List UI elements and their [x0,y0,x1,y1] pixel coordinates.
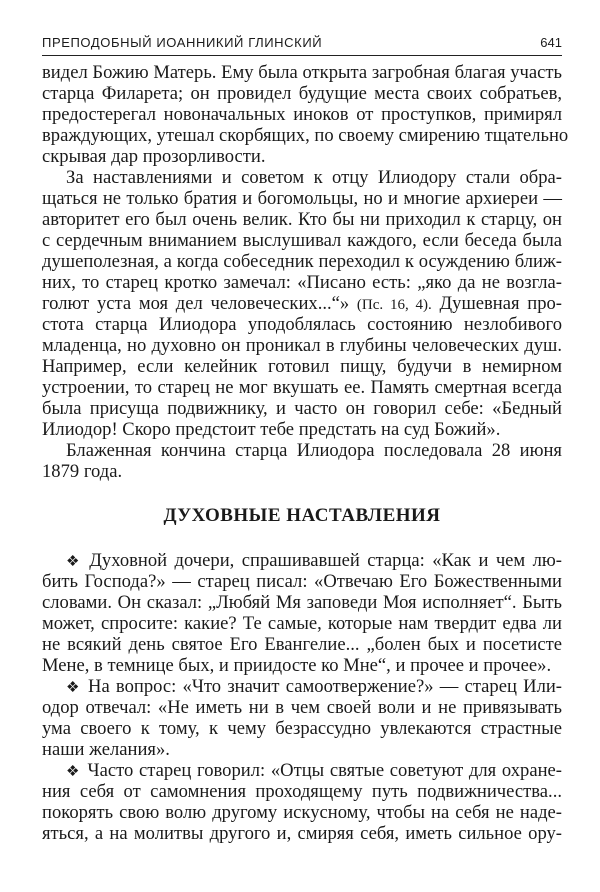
text-fragment: голют уста моя дел человеческих...“» [42,293,350,314]
line-text: может, спросите: какие? Те самые, которые нам твердит едва ли [42,613,562,634]
bulleted-item-line [42,760,562,781]
page-number: 641 [540,35,562,50]
line-text: с сердечным вниманием выслушивал каждого, если беседа была [42,230,562,251]
text-line [42,419,562,440]
text-line [42,377,562,398]
text-line [42,83,562,104]
line-text: Например, если келейник готовил пищу, будучи в немирном [42,356,562,377]
text-line [42,167,562,188]
text-line [42,739,562,760]
line-text: Духовной дочери, спрашивавшей старца: «Как и чем лю- [89,550,563,571]
text-line [42,314,562,335]
text-line [42,781,562,802]
text-line [42,802,562,823]
line-text: Блаженная кончина старца Илиодора последовала 28 июня [66,440,562,461]
fleuron-bullet-icon: ❖ [66,764,81,780]
line-text: щаться не только братия и богомольцы, но и многие архиереи — [42,188,562,209]
text-line [42,230,562,251]
line-text: устроении, то старец не мог вкушать ее. Память смертная всегда [42,377,562,398]
line-text: ния себя от самомнения проходящему путь подвижничества... [42,781,562,802]
fleuron-bullet-icon: ❖ [66,680,82,696]
text-line [42,823,562,844]
line-text: младенца, но духовно он проникал в глубины человеческих душ. [42,335,562,356]
text-line [42,104,562,125]
text-line [42,62,562,83]
line-text: видел Божию Матерь. Ему была открыта загробная благая участь [42,62,562,83]
text-line [42,697,562,718]
line-text: предостерегал новоначальных иноков от проступков, примирял [42,104,562,125]
line-text: Мене, в темнице бых, и приидосте ко Мне“, и прочее и прочее». [42,655,552,676]
text-block-biography [42,62,569,293]
text-line [42,209,562,230]
line-text: старца Филарета; он провидел будущие места своих собратьев, [42,83,562,104]
text-line [42,592,562,613]
text-line [42,718,562,739]
line-text: скрывая дар прозорливости. [42,146,266,167]
line-text: На вопрос: «Что значит самоотвержение?» — старец Или- [88,676,563,697]
text-line [42,461,562,482]
line-text: враждующих, утешал скорбящих, по своему смирению тщательно [42,125,569,146]
text-line [42,188,562,209]
bulleted-item-line [42,676,562,697]
fleuron-bullet-icon: ❖ [66,554,83,570]
line-text: была присуща подвижнику, и часто он говорил себе: «Бедный [42,398,562,419]
bulleted-item-line [42,550,562,571]
line-text: не всякий день святое Его Евангелие... „болен бых и посетисте [42,634,562,655]
text-line [42,440,562,461]
running-header [42,33,562,56]
text-line [42,146,562,167]
text-block-instructions [42,550,562,844]
text-block-biography-end [42,314,562,482]
line-text: За наставлениями и советом к отцу Илиодору стали обра- [66,167,562,188]
line-text: бить Господа?» — старец писал: «Отвечаю Его Божественными [42,571,562,592]
text-line [42,613,562,634]
text-line [42,655,562,676]
line-text: Часто старец говорил: «Отцы святые советуют для охране- [87,760,562,781]
text-line [42,634,562,655]
line-text: наши желания». [42,739,170,760]
text-line [42,335,562,356]
line-text: авторитет его был очень велик. Кто бы ни приходил к старцу, он [42,209,562,230]
line-text: стота старца Илиодора уподоблялась состоянию незлобивого [42,314,562,335]
line-text: яться, а на молитвы другого и, смиряя себя, иметь сильное ору- [42,823,562,844]
text-line-with-reference [42,293,562,314]
running-title: ПРЕПОДОБНЫЙ ИОАННИКИЙ ГЛИНСКИЙ [42,35,323,50]
line-text: покорять свою волю другому искусному, чтобы на себя не наде- [42,802,562,823]
text-line [42,251,562,272]
text-line [42,272,562,293]
line-text: ума своего к тому, к чему безрассудно увлекаются страстные [42,718,562,739]
text-fragment: Душевная про- [439,293,562,314]
line-text: словами. Он сказал: „Любяй Мя заповеди Моя исполняет“. Быть [42,592,562,613]
text-line [42,398,562,419]
page-body [42,62,569,844]
scripture-reference: (Пс. 16, 4). [356,297,432,313]
line-text: Илиодор! Скоро предстоит тебе предстать на суд Божий». [42,419,501,440]
text-line [42,571,562,592]
section-heading: ДУХОВНЫЕ НАСТАВЛЕНИЯ [163,505,441,526]
line-text: 1879 года. [42,461,123,482]
text-line [42,125,569,146]
line-text: одор отвечал: «Не иметь ни в чем своей воли и не привязывать [42,697,562,718]
text-line [42,356,562,377]
line-text: них, то старец кротко замечал: «Писано есть: „яко да не возгла- [42,272,562,293]
line-text: душеполезная, а когда собеседник переходил к осуждению ближ- [42,251,562,272]
